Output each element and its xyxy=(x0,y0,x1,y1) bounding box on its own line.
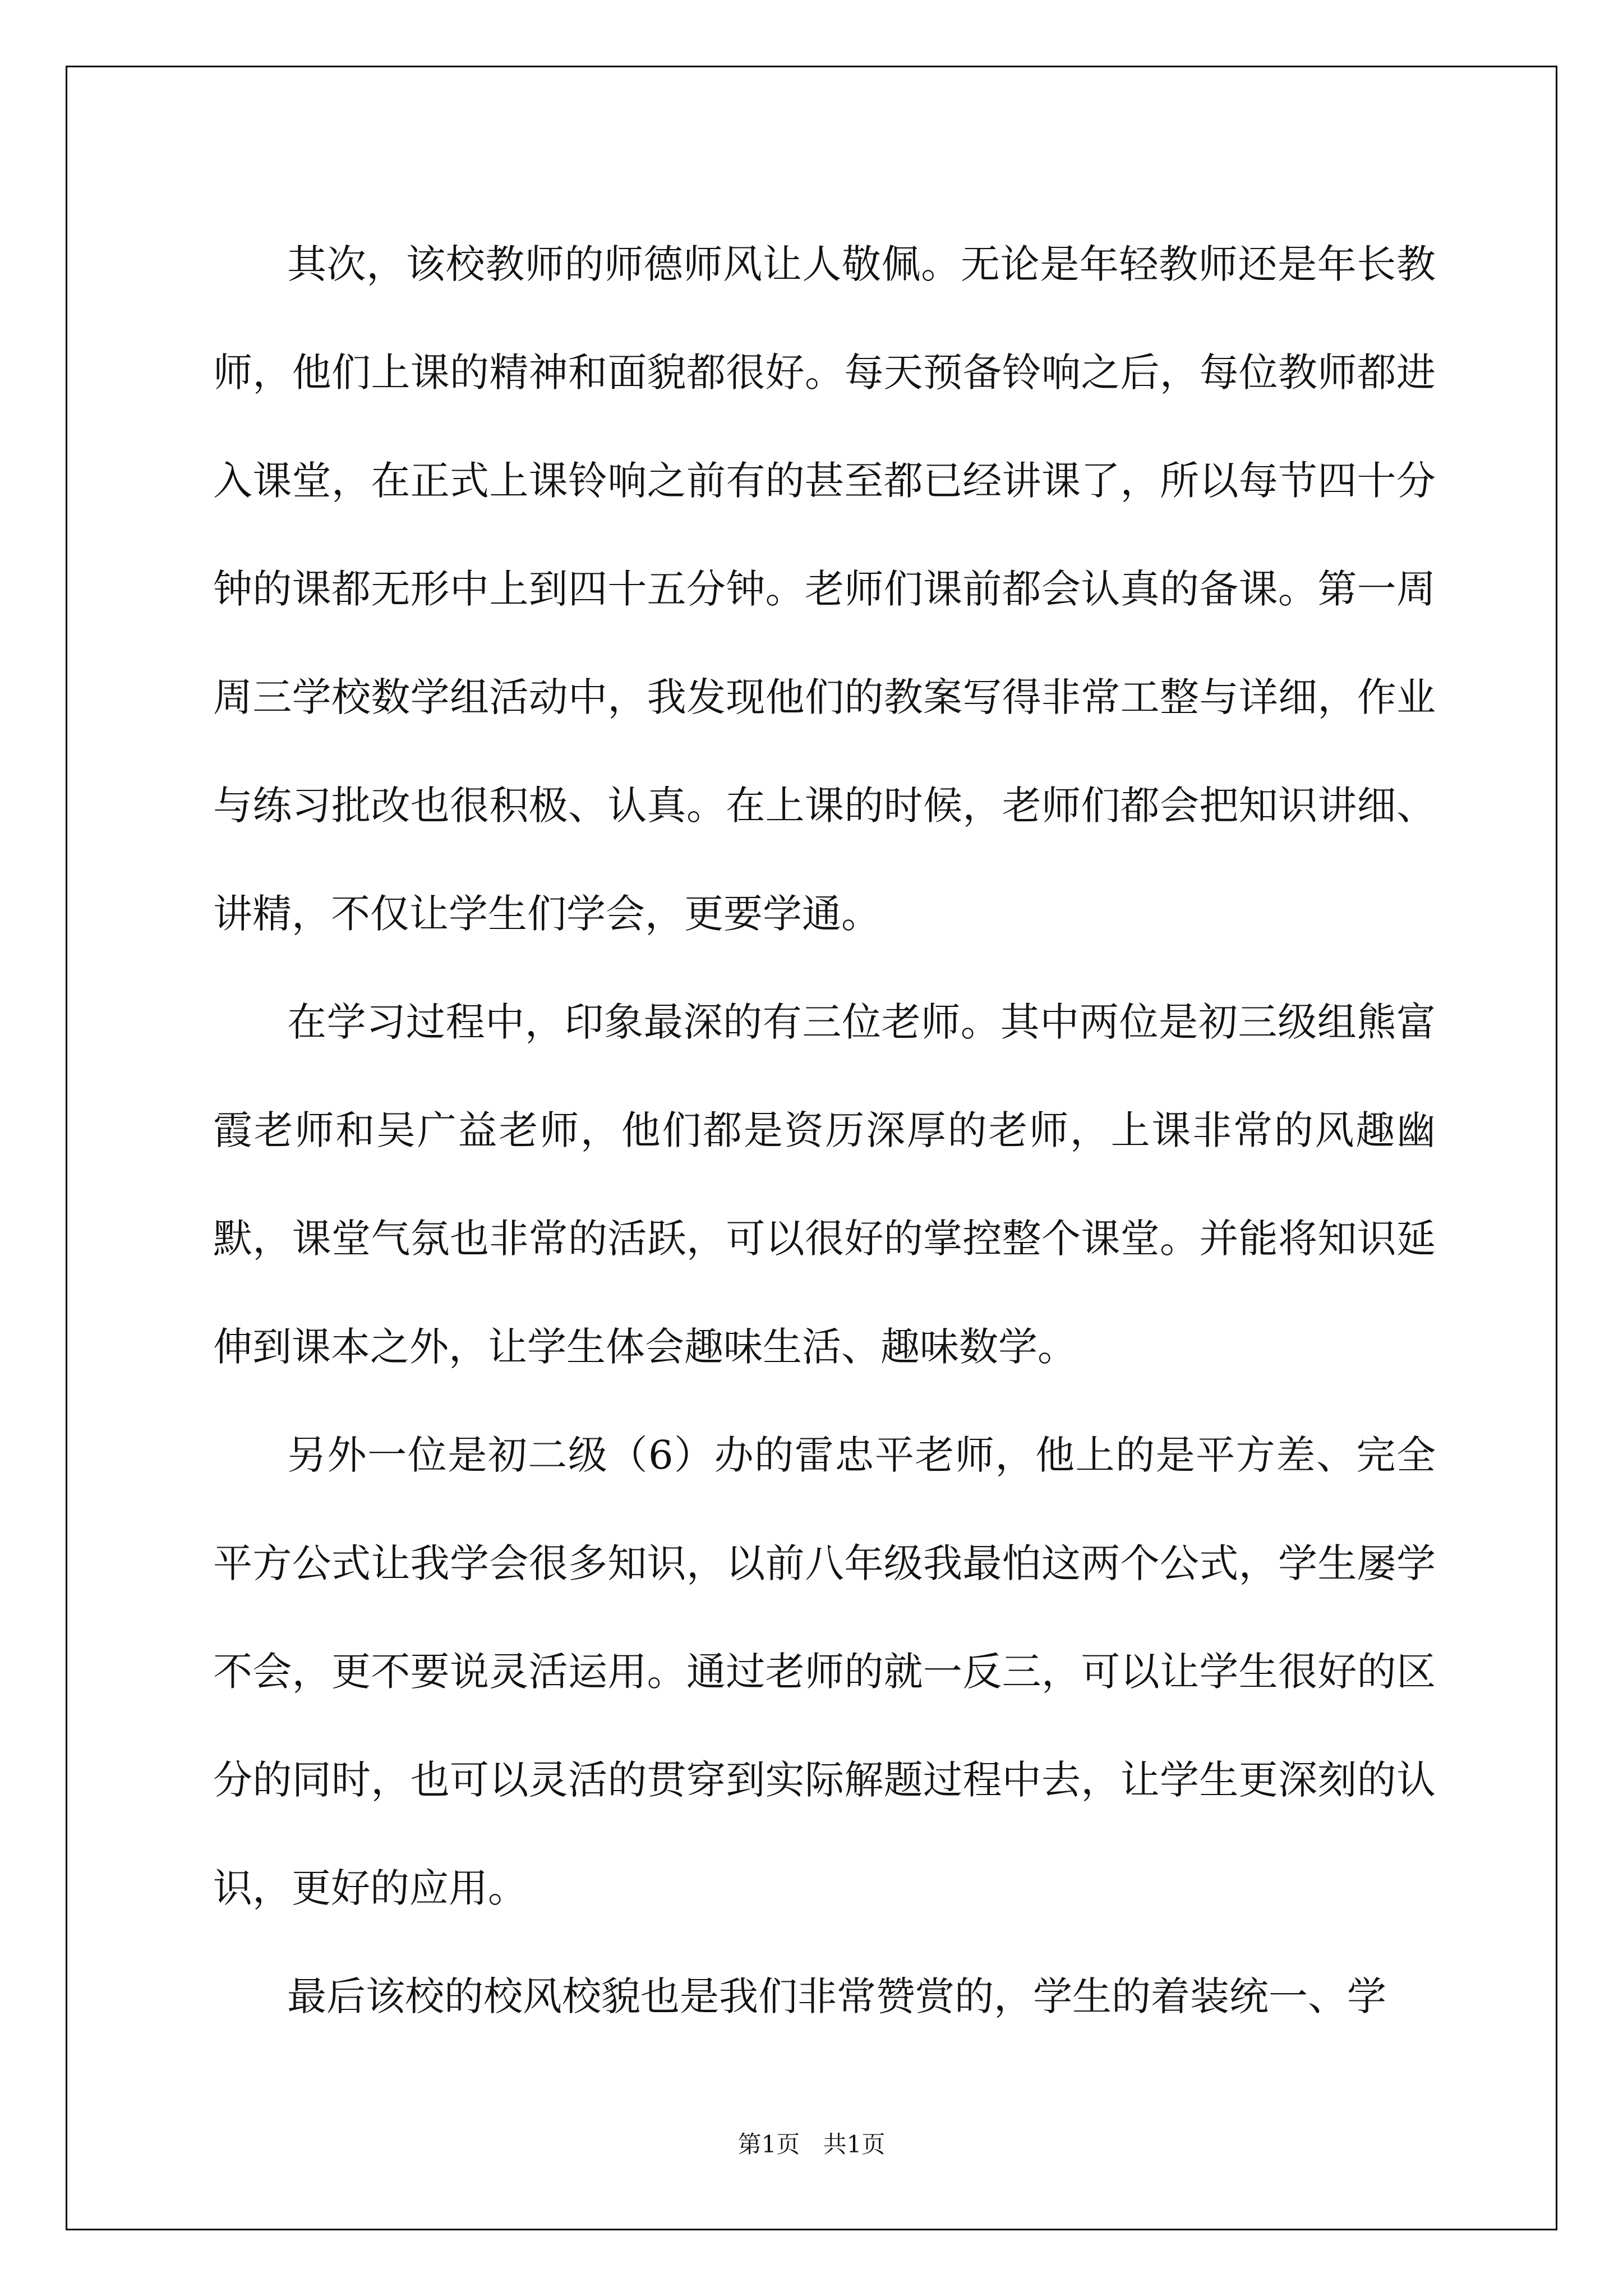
page-number-current: 第1页 xyxy=(737,2131,800,2158)
document-body xyxy=(213,210,1436,2051)
paragraph-1: 其次，该校教师的师德师风让人敬佩。无论是年轻教师还是年长教师，他们上课的精神和面貌都很好。每天预备铃响之后，每位教师都进入课堂，在正式上课铃响之前有的甚至都已经讲课了，所以每节四十分钟的课都无形中上到四十五分钟。老师们课前都会认真的备课。第一周周三学校数学组活动中，我发现他们的教案写得非常工整与详细，作业与练习批改也很积极、认真。在上课的时候，老师们都会把知识讲细、讲精，不仅让学生们学会，更要学通。 xyxy=(213,241,1436,937)
paragraph-3: 另外一位是初二级（6）办的雷忠平老师，他上的是平方差、完全平方公式让我学会很多知识，以前八年级我最怕这两个公式，学生屡学不会，更不要说灵活运用。通过老师的就一反三，可以让学生很好的区分的同时，也可以灵活的贯穿到实际解题过程中去，让学生更深刻的认识，更好的应用。 xyxy=(213,1432,1436,1911)
page-number-total: 共1页 xyxy=(823,2131,886,2158)
paragraph-4: 最后该校的校风校貌也是我们非常赞赏的，学生的着装统一、学 xyxy=(287,1973,1386,2019)
paragraph-2: 在学习过程中，印象最深的有三位老师。其中两位是初三级组熊富霞老师和吴广益老师，他们都是资历深厚的老师，上课非常的风趣幽默，课堂气氛也非常的活跃，可以很好的掌控整个课堂。并能将知识延伸到课本之外，让学生体会趣味生活、趣味数学。 xyxy=(213,999,1436,1370)
page-footer xyxy=(0,2126,1623,2160)
